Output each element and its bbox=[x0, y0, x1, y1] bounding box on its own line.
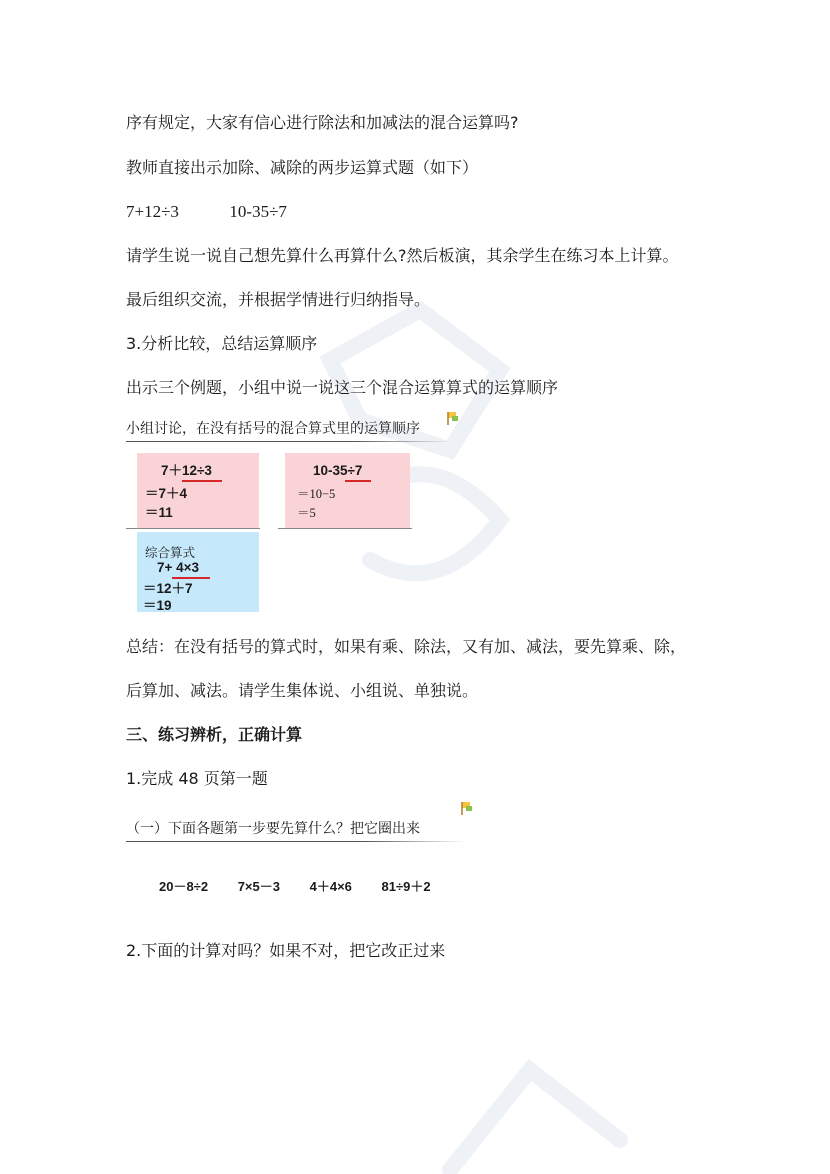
exercise-1: 20－8÷2 bbox=[159, 879, 209, 894]
box-a-rule bbox=[126, 528, 260, 529]
exercise-item1: 1.完成 48 页第一题 bbox=[126, 769, 268, 788]
box-c-line1: 7+ 4×3 bbox=[157, 560, 200, 575]
box-a-line2: ＝7＋4 bbox=[145, 486, 188, 501]
pencil-icon bbox=[460, 800, 474, 816]
box-a-line1: 7＋12÷3 bbox=[161, 463, 212, 478]
example-box-c bbox=[137, 532, 259, 612]
box-b-underline bbox=[345, 480, 371, 482]
box-b-line3: ＝5 bbox=[297, 506, 316, 520]
pencil-icon bbox=[446, 410, 460, 426]
box-c-line3: ＝19 bbox=[143, 598, 172, 613]
box-a-line3: ＝11 bbox=[145, 505, 173, 520]
exercise-4: 81÷9＋2 bbox=[381, 879, 431, 894]
paragraph-examples: 出示三个例题，小组中说一说这三个混合运算算式的运算顺序 bbox=[126, 378, 559, 397]
box-c-underline bbox=[172, 577, 210, 579]
exercise-caption: （一）下面各题第一步要先算什么？把它圈出来 bbox=[126, 821, 420, 837]
box-b-rule bbox=[278, 528, 412, 529]
expression-a: 7+12÷3 bbox=[126, 202, 179, 221]
section-heading: 三、练习辨析，正确计算 bbox=[126, 725, 303, 744]
caption-rule bbox=[126, 441, 452, 442]
exercise-list bbox=[159, 876, 457, 895]
figure-caption: 小组讨论，在没有括号的混合算式里的运算顺序 bbox=[126, 421, 420, 437]
exercise-caption-rule bbox=[126, 841, 466, 842]
paragraph-students: 请学生说一说自己想先算什么再算什么?然后板演，其余学生在练习本上计算。 bbox=[126, 246, 679, 265]
box-c-label: 综合算式 bbox=[145, 545, 196, 560]
exercise-2: 7×5－3 bbox=[237, 879, 280, 894]
box-c-line2: ＝12＋7 bbox=[143, 581, 193, 596]
paragraph-intro: 序有规定，大家有信心进行除法和加减法的混合运算吗? bbox=[126, 113, 519, 132]
example-box-b bbox=[285, 453, 410, 528]
box-a-underline bbox=[182, 480, 222, 482]
paragraph-exchange: 最后组织交流，并根据学情进行归纳指导。 bbox=[126, 290, 431, 309]
exercise-item2: 2.下面的计算对吗？如果不对，把它改正过来 bbox=[126, 941, 446, 960]
box-b-line2: ＝10−5 bbox=[297, 487, 336, 501]
watermark-graphic bbox=[420, 1030, 680, 1174]
paragraph-teacher: 教师直接出示加除、减除的两步运算式题（如下） bbox=[126, 158, 479, 177]
example-expressions bbox=[126, 201, 287, 223]
summary-line1: 总结：在没有括号的算式时，如果有乘、除法，又有加、减法，要先算乘、除， bbox=[126, 637, 687, 656]
paragraph-analyze: 3.分析比较，总结运算顺序 bbox=[126, 334, 318, 353]
box-b-line1: 10-35÷7 bbox=[313, 463, 363, 478]
expression-b: 10-35÷7 bbox=[229, 202, 287, 221]
summary-line2: 后算加、减法。请学生集体说、小组说、单独说。 bbox=[126, 681, 479, 700]
exercise-3: 4＋4×6 bbox=[309, 879, 352, 894]
example-box-a bbox=[137, 453, 259, 528]
